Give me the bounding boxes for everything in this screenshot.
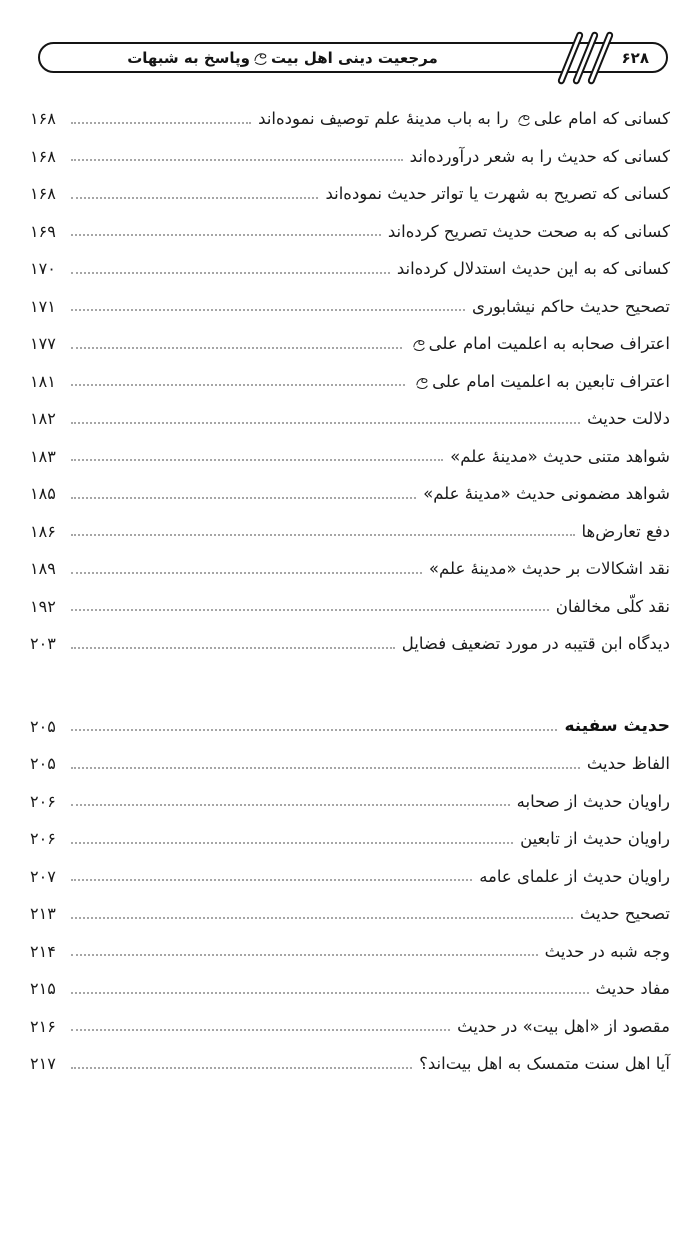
dot-leader [71,879,472,881]
running-head-text-pre: مرجعیت دینی اهل بیت [271,48,438,67]
page-header [0,42,700,73]
toc-entry-title [429,559,670,578]
toc-entry-title [564,716,670,736]
toc-entry-page-number: ۱۸۳ [30,446,56,466]
toc-entry-text: اعتراف تابعین به اعلمیت امام علی [432,371,670,391]
toc-entry-text: حدیث سفینه [564,716,670,737]
toc-entry-page-number: ۱۶۸ [30,184,56,204]
toc-entry [30,820,670,858]
toc-entry-page-number: ۲۱۵ [30,979,56,999]
alayhim-assalam-calligraphy-icon [253,50,268,66]
dot-leader [71,422,580,424]
toc-entry-page-number: ۱۷۷ [30,334,56,354]
toc-entry [30,363,670,401]
toc-entry-title [258,109,670,128]
running-head-text-post: وپاسخ به شبهات [127,48,251,67]
toc-entry-page-number: ۱۸۵ [30,484,56,504]
toc-entry-text: شواهد متنی حدیث «مدینهٔ علم» [450,446,670,466]
toc-entry [30,400,670,438]
toc-entry-text: راویان حدیث از تابعین [520,829,670,849]
toc-entry-page-number: ۲۰۵ [30,754,56,774]
toc-entry-text: دلالت حدیث [587,409,670,429]
toc-section-heading [30,708,670,746]
toc-entry-text: مقصود از «اهل بیت» در حدیث [457,1016,670,1036]
toc-entry-title [419,1054,670,1073]
toc-entry [30,213,670,251]
dot-leader [71,572,422,574]
dot-leader [71,1029,450,1031]
toc-entry [30,625,670,663]
toc-entry-page-number: ۲۰۶ [30,791,56,811]
toc-entry-page-number: ۲۱۴ [30,941,56,961]
table-of-contents [30,100,670,1083]
toc-entry [30,933,670,971]
header-capsule [38,42,668,73]
toc-entry-title [457,1017,670,1036]
dot-leader [71,767,580,769]
toc-entry-page-number: ۱۶۸ [30,146,56,166]
toc-entry [30,745,670,783]
dot-leader [71,954,538,956]
alayhis-salam-calligraphy-icon [415,375,429,390]
dot-leader [71,159,403,161]
toc-entry-page-number: ۱۸۲ [30,409,56,429]
toc-entry-page-number: ۱۶۹ [30,221,56,241]
toc-entry-page-number: ۱۸۱ [30,371,56,391]
toc-entry-text-after: را به باب مدینهٔ علم توصیف نموده‌اند [258,109,514,129]
dot-leader [71,272,390,274]
toc-entry-text: تصحیح حدیث [579,904,670,924]
dot-leader [71,347,402,349]
dot-leader [71,804,510,806]
toc-entry-title [412,372,670,391]
toc-entry-title [582,522,671,541]
toc-entry-text: کسانی که تصریح به شهرت یا تواتر حدیث نموده‌اند [325,184,670,204]
toc-entry-page-number: ۱۸۶ [30,521,56,541]
toc-entry-title [587,754,670,773]
toc-entry [30,250,670,288]
toc-entry [30,138,670,176]
toc-entry-title [479,867,670,886]
dot-leader [71,1067,412,1069]
toc-entry-text: راویان حدیث از علمای عامه [479,866,670,886]
dot-leader [71,534,575,536]
toc-entry-title [596,979,670,998]
toc-entry-title [587,409,670,428]
dot-leader [71,992,589,994]
dot-leader [71,122,251,124]
toc-entry [30,895,670,933]
toc-entry [30,475,670,513]
toc-entry-text: نقد اشکالات بر حدیث «مدینهٔ علم» [428,559,670,579]
alayhis-salam-calligraphy-icon [517,112,531,127]
toc-entry-page-number: ۱۹۲ [30,596,56,616]
toc-entry [30,288,670,326]
toc-entry-title [517,792,670,811]
dot-leader [71,309,465,311]
dot-leader [71,234,381,236]
toc-entry-text: کسانی که امام علی [533,109,670,129]
toc-entry [30,783,670,821]
toc-entry-text: کسانی که به صحت حدیث تصریح کرده‌اند [387,221,670,241]
toc-entry-page-number: ۱۶۸ [30,109,56,129]
dot-leader [71,647,395,649]
toc-entry-page-number: ۲۰۷ [30,866,56,886]
toc-entry-page-number: ۲۱۳ [30,904,56,924]
toc-entry [30,325,670,363]
dot-leader [71,459,443,461]
toc-entry [30,858,670,896]
toc-entry-text: آیا اهل سنت متمسک به اهل بیت‌اند؟ [419,1054,670,1074]
toc-entry-text: دفع تعارض‌ها [581,521,670,541]
toc-entry-page-number: ۲۱۷ [30,1054,56,1074]
toc-entry [30,100,670,138]
running-head-title [54,49,511,67]
toc-entry [30,438,670,476]
dot-leader [71,729,557,731]
toc-entry [30,588,670,626]
toc-entry-text: وجه شبه در حدیث [544,941,670,961]
toc-entry-title [410,147,670,166]
header-page-number: ۶۲۸ [621,48,649,67]
toc-entry-page-number: ۲۱۶ [30,1016,56,1036]
dot-leader [71,197,318,199]
toc-entry-title [402,634,670,653]
toc-entry-text: راویان حدیث از صحابه [516,791,670,811]
alayhis-salam-calligraphy-icon [412,337,426,352]
toc-entry [30,1045,670,1083]
toc-entry-text: الفاظ حدیث [586,754,670,774]
toc-entry-page-number: ۲۰۶ [30,829,56,849]
toc-entry-text: کسانی که به این حدیث استدلال کرده‌اند [396,259,670,279]
toc-entry-title [580,904,670,923]
dot-leader [71,497,416,499]
toc-entry [30,970,670,1008]
toc-entry-title [409,334,670,353]
toc-entry-page-number: ۱۷۰ [30,259,56,279]
toc-entry-title [545,942,670,961]
toc-entry-title [556,597,670,616]
toc-entry-text: نقد کلّی مخالفان [555,596,670,616]
dot-leader [71,384,405,386]
dot-leader [71,609,549,611]
toc-entry-page-number: ۲۰۳ [30,634,56,654]
toc-entry-text: تصحیح حدیث حاکم نیشابوری [472,296,670,316]
toc-entry-title [423,484,670,503]
toc-entry [30,175,670,213]
toc-entry-text: شواهد مضمونی حدیث «مدینهٔ علم» [423,484,670,504]
toc-entry-title [472,297,670,316]
dot-leader [71,842,513,844]
toc-entry-page-number: ۲۰۵ [30,716,56,736]
toc-entry-text: کسانی که حدیث را به شعر درآورده‌اند [409,146,670,166]
toc-entry [30,513,670,551]
toc-entry-page-number: ۱۷۱ [30,296,56,316]
toc-entry-title [520,829,670,848]
toc-entry-text: مفاد حدیث [595,979,670,999]
toc-entry [30,550,670,588]
toc-entry-title [388,222,670,241]
toc-entry [30,1008,670,1046]
toc-entry-title [397,259,670,278]
toc-entry-title [450,447,670,466]
toc-entry-text: اعتراف صحابه به اعلمیت امام علی [428,334,670,354]
toc-entry-title [325,184,670,203]
toc-entry-page-number: ۱۸۹ [30,559,56,579]
dot-leader [71,917,573,919]
toc-entry-text: دیدگاه ابن قتیبه در مورد تضعیف فضایل [401,634,670,654]
